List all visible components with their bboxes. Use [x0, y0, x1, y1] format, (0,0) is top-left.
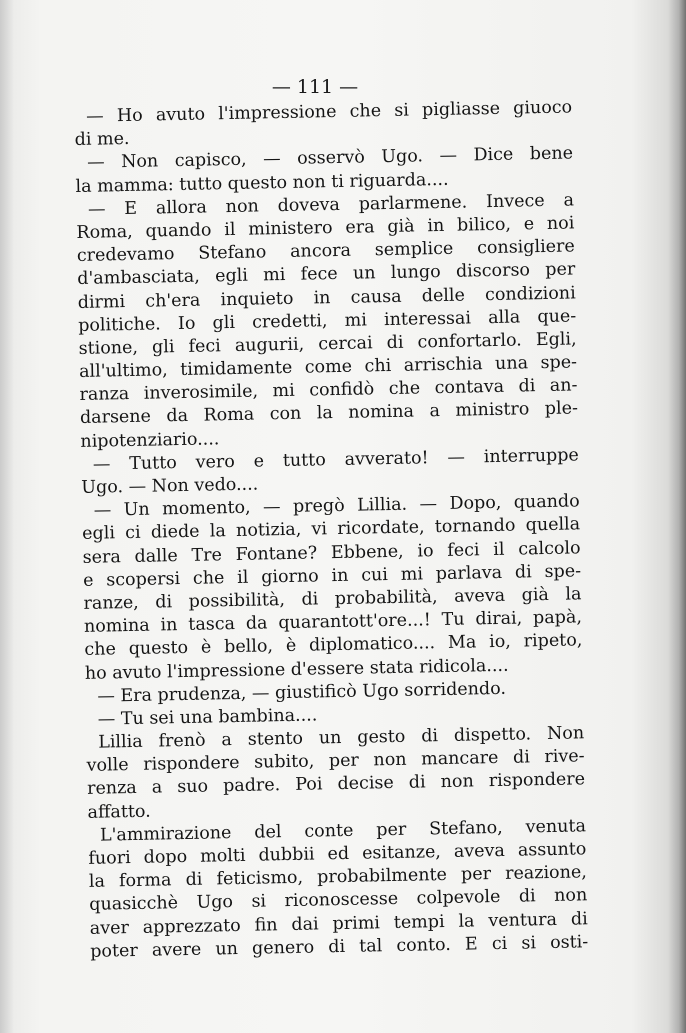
text-line: darsene da Roma con la nomina a ministro ple- — [79, 398, 579, 429]
text-line: e scopersi che il giorno in cui mi parlava di spe- — [82, 561, 582, 591]
text-line: nipotenziario.... — [80, 428, 220, 452]
text-line: affatto. — [87, 801, 151, 823]
text-line: sera dalle Tre Fontane? Ebbene, io feci il calcolo — [82, 537, 581, 568]
text-line: ranza inverosimile, mi confidò che contava di an- — [79, 375, 578, 406]
text-line: poter avere un genero di tal conto. E ci si osti- — [90, 932, 589, 962]
text-line: renza a suo padre. Poi decise di non rispondere — [86, 769, 586, 800]
text-line: politiche. Io gli credetti, mi interessai alla que- — [78, 306, 577, 336]
text-line: aver apprezzato fin dai primi tempi la ventura di — [89, 908, 588, 939]
text-line: — Un momento, — pregò Lillia. — Dopo, quando — [93, 491, 580, 521]
text-line: Roma, quando il ministero era già in bilico, e noi — [76, 213, 575, 243]
text-line: — Era prudenza, — giustificò Ugo sorridendo. — [97, 678, 507, 707]
text-line: all'ultimo, timidamente come chi arrischia una spe- — [78, 352, 578, 383]
text-line: dirmi ch'era inquieto in causa delle condizioni — [77, 282, 576, 313]
text-line: — Non capisco, — osservò Ugo. — Dice bene — [86, 143, 574, 174]
text-line: — Tutto vero e tutto avverato! — interruppe — [92, 445, 579, 475]
text-line: la mamma: tutto questo non ti riguarda.... — [75, 169, 449, 197]
text-line: d'ambasciata, egli mi fece un lungo discorso per — [77, 259, 576, 290]
page-left-shadow — [0, 0, 14, 1033]
body-text — [74, 96, 588, 963]
text-line: Ugo. — Non vedo.... — [81, 474, 259, 498]
text-line: che questo è bello, è diplomatico.... Ma io, ripeto, — [84, 630, 583, 661]
text-line: di me. — [74, 129, 130, 151]
text-line: egli ci diede la notizia, vi ricordate, tornando quella — [82, 514, 581, 545]
text-line: volle rispondere subito, per non mancare di rive- — [86, 746, 585, 777]
text-line: fuori dopo molti dubbii ed esitanze, aveva assunto — [88, 839, 587, 869]
text-line: Lillia frenò a stento un gesto di dispetto. Non — [98, 723, 585, 753]
text-line: nomina in tasca da quarantott'ore...! Tu dirai, papà, — [83, 607, 583, 638]
page-number: — 111 — — [271, 76, 359, 98]
text-line: L'ammirazione del conte per Stefano, venuta — [99, 816, 587, 846]
text-line: la forma di feticismo, probabilmente per reazione, — [88, 862, 588, 893]
text-line: stione, gli feci augurii, cercai di confortarlo. Egli, — [78, 329, 577, 359]
text-line: quasicchè Ugo si riconoscesse colpevole di non — [89, 885, 588, 916]
text-line: — Ho avuto l'impressione che si pigliasse giuoco — [86, 97, 573, 127]
text-line: ho avuto l'impressione d'essere stata ridicola.... — [84, 655, 509, 684]
page-right-shadow — [668, 0, 686, 1033]
text-line: credevamo Stefano ancora semplice consigliere — [76, 236, 575, 267]
text-line: — E allora non doveva parlarmene. Invece a — [87, 190, 575, 220]
text-line: — Tu sei una bambina.... — [97, 705, 318, 730]
text-line: ranze, di possibilità, di probabilità, aveva già la — [83, 584, 582, 614]
